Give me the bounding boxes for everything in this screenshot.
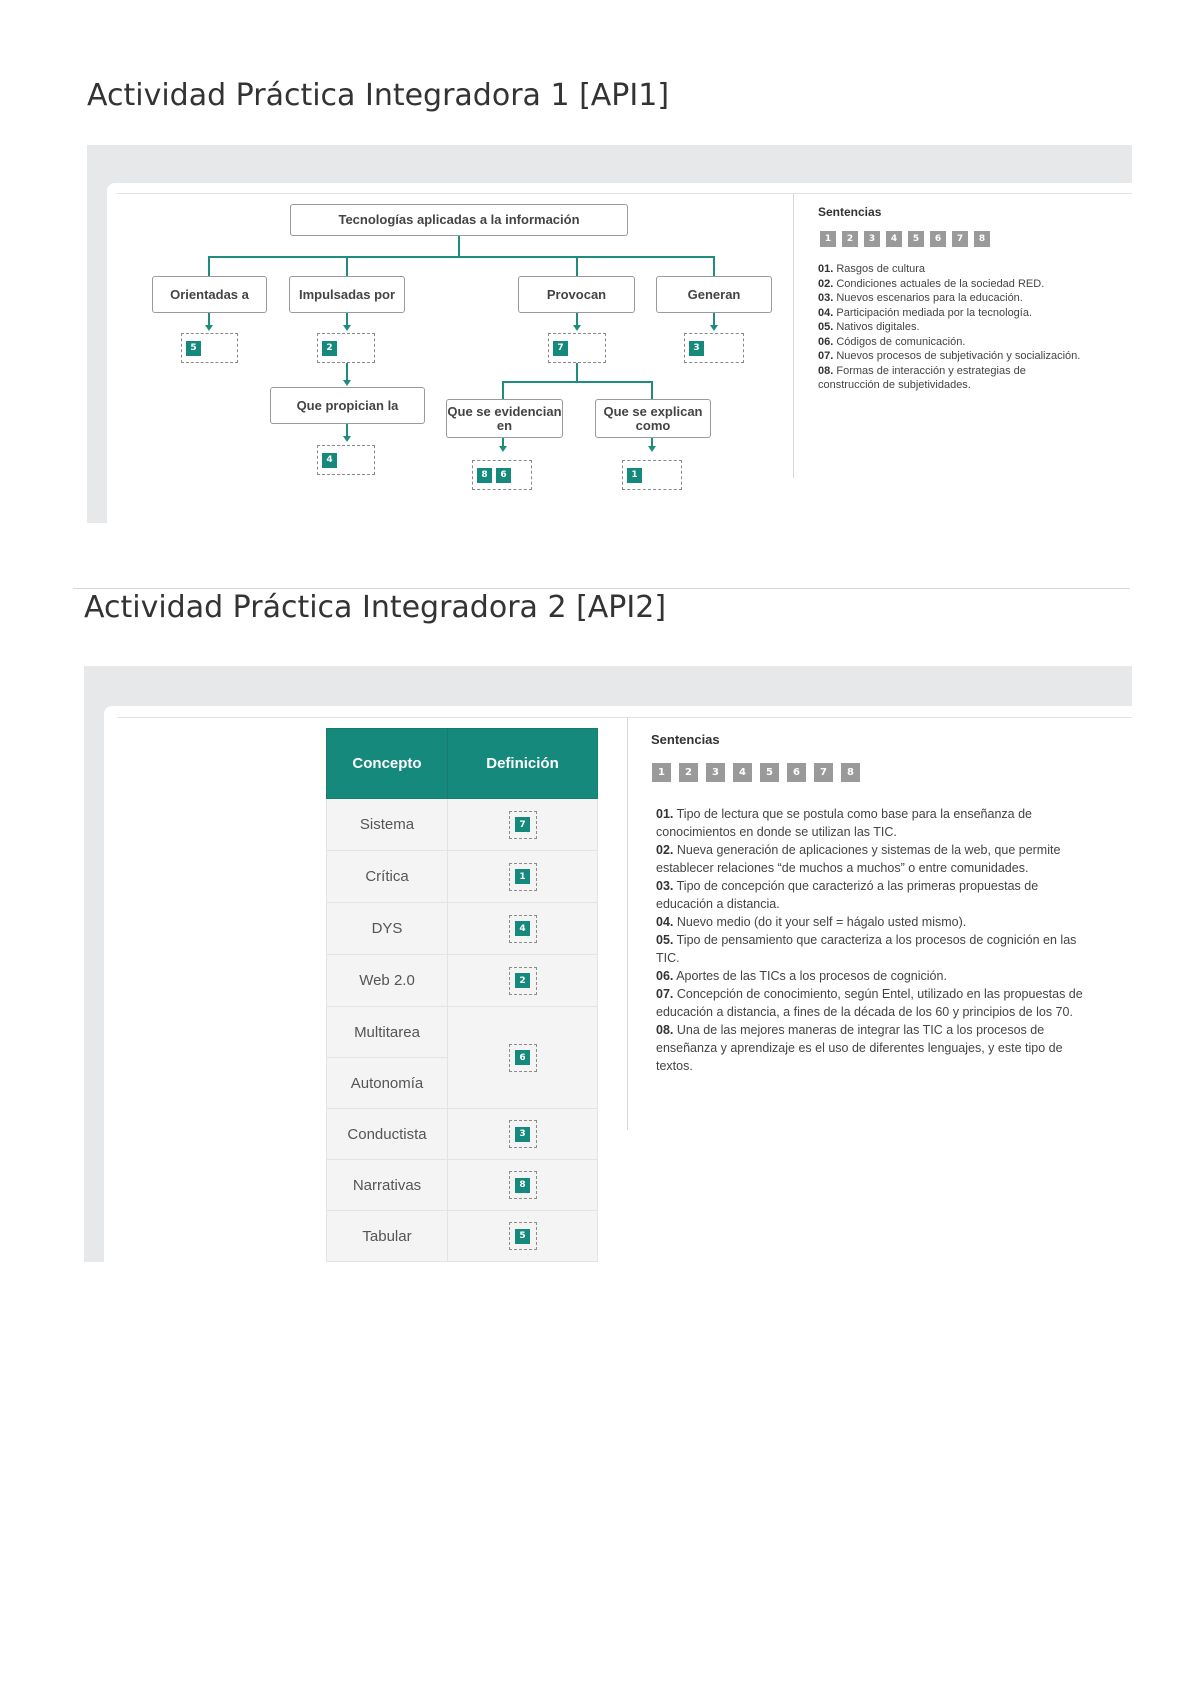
map-node-orientadas: Orientadas a (152, 276, 267, 313)
sentences-title: Sentencias (651, 732, 720, 747)
map-node-generan: Generan (656, 276, 772, 313)
drop-zone-impulsadas[interactable] (317, 333, 375, 363)
concept-cell: Tabular (327, 1211, 448, 1262)
definition-drop-zone[interactable] (509, 1120, 537, 1148)
sentence-chip[interactable]: 6 (787, 763, 806, 782)
sentence-chip[interactable]: 4 (886, 231, 902, 247)
sentence-item: 06. Códigos de comunicación. (818, 335, 966, 348)
answer-chip[interactable]: 7 (515, 817, 530, 832)
sentence-item: 06. Aportes de las TICs a los procesos de cognición. (656, 969, 947, 983)
sentence-chip[interactable]: 1 (652, 763, 671, 782)
answer-chip[interactable]: 2 (515, 973, 530, 988)
definition-drop-zone[interactable] (509, 1171, 537, 1199)
answer-chip[interactable]: 2 (322, 341, 337, 356)
concept-cell: DYS (327, 903, 448, 955)
sentence-item: 01. Tipo de lectura que se postula como base para la enseñanza de conocimientos en donde se utilizan las TIC. (656, 807, 1032, 839)
table-row (327, 1211, 598, 1262)
definition-drop-zone[interactable] (509, 1044, 537, 1072)
definition-drop-zone[interactable] (509, 1222, 537, 1250)
section-divider (73, 588, 1130, 589)
sentences-list (818, 262, 1088, 393)
drop-zone-generan[interactable] (684, 333, 744, 363)
map-node-evidencian: Que se evidencian en (446, 399, 563, 438)
map-root-node: Tecnologías aplicadas a la información (290, 204, 628, 236)
sentence-chip[interactable]: 6 (930, 231, 946, 247)
api2-title: Actividad Práctica Integradora 2 [API2] (84, 590, 667, 625)
table-row (327, 1109, 598, 1160)
sentence-chip[interactable]: 3 (864, 231, 880, 247)
sentence-item: 07. Nuevos procesos de subjetivación y socialización. (818, 350, 1081, 362)
table-row (327, 851, 598, 903)
sentence-chip-bank (652, 763, 868, 782)
concept-table (326, 728, 598, 1262)
sentence-chip[interactable]: 3 (706, 763, 725, 782)
concept-cell: Sistema (327, 799, 448, 851)
definition-drop-zone[interactable] (509, 863, 537, 891)
concept-cell: Narrativas (327, 1160, 448, 1211)
column-header-definicion: Definición (448, 729, 598, 799)
sentence-chip[interactable]: 8 (974, 231, 990, 247)
table-row (327, 955, 598, 1007)
map-node-propician: Que propician la (270, 387, 425, 424)
answer-chip[interactable]: 4 (322, 453, 337, 468)
definition-drop-zone[interactable] (509, 967, 537, 995)
answer-chip[interactable]: 1 (515, 869, 530, 884)
answer-chip[interactable]: 8 (477, 468, 492, 483)
sentence-item: 08. Formas de interacción y estrategias de construcción de subjetividades. (818, 364, 1026, 391)
concept-cell: Multitarea (327, 1007, 448, 1058)
table-row (327, 1160, 598, 1211)
sentence-chip[interactable]: 8 (841, 763, 860, 782)
concept-cell: Autonomía (327, 1058, 448, 1109)
drop-zone-evidencian[interactable] (472, 460, 532, 490)
sentence-item: 03. Nuevos escenarios para la educación. (818, 292, 1023, 304)
answer-chip[interactable]: 3 (689, 341, 704, 356)
sentence-chip[interactable]: 7 (814, 763, 833, 782)
sentence-chip[interactable]: 2 (842, 231, 858, 247)
sentence-chip-bank (820, 231, 996, 247)
sentence-item: 03. Tipo de concepción que caracterizó a las primeras propuestas de educación a distancia. (656, 879, 1039, 911)
answer-chip[interactable]: 7 (553, 341, 568, 356)
answer-chip[interactable]: 6 (515, 1050, 530, 1065)
sentence-item: 07. Concepción de conocimiento, según Entel, utilizado en las propuestas de educación a distancia, a fines de la década de los 60 y principios de los 70. (656, 987, 1083, 1019)
drop-zone-orientadas[interactable] (181, 333, 238, 363)
definition-drop-zone[interactable] (509, 811, 537, 839)
table-row (327, 1007, 598, 1058)
answer-chip[interactable]: 4 (515, 921, 530, 936)
drop-zone-propician[interactable] (317, 445, 375, 475)
sentence-chip[interactable]: 7 (952, 231, 968, 247)
column-header-concepto: Concepto (327, 729, 448, 799)
answer-chip[interactable]: 5 (515, 1229, 530, 1244)
sentence-item: 05. Nativos digitales. (818, 321, 920, 333)
sentence-item: 02. Condiciones actuales de la sociedad RED. (818, 277, 1045, 290)
concept-cell: Web 2.0 (327, 955, 448, 1007)
definition-drop-zone[interactable] (509, 915, 537, 943)
map-node-explican: Que se explican como (595, 399, 711, 438)
drop-zone-provocan[interactable] (548, 333, 606, 363)
sentence-chip[interactable]: 2 (679, 763, 698, 782)
sentence-item: 08. Una de las mejores maneras de integrar las TIC a los procesos de enseñanza y aprendizaje es el uso de diferentes lenguajes, y este tipo de textos. (656, 1023, 1063, 1073)
answer-chip[interactable]: 3 (515, 1127, 530, 1142)
answer-chip[interactable]: 1 (627, 468, 642, 483)
answer-chip[interactable]: 8 (515, 1178, 530, 1193)
sentence-item: 02. Nueva generación de aplicaciones y sistemas de la web, que permite establecer relaciones “de muchos a muchos” o entre comunidades. (656, 843, 1061, 875)
sentences-title: Sentencias (818, 205, 882, 219)
sentence-item: 04. Nuevo medio (do it your self = hágalo usted mismo). (656, 915, 967, 929)
sentence-chip[interactable]: 1 (820, 231, 836, 247)
sentence-item: 01. Rasgos de cultura (818, 263, 926, 275)
drop-zone-explican[interactable] (622, 460, 682, 490)
table-row (327, 903, 598, 955)
sentences-list (656, 805, 1096, 1075)
api1-title: Actividad Práctica Integradora 1 [API1] (87, 78, 670, 113)
sentence-chip[interactable]: 4 (733, 763, 752, 782)
sentence-chip[interactable]: 5 (760, 763, 779, 782)
sentence-chip[interactable]: 5 (908, 231, 924, 247)
concept-cell: Crítica (327, 851, 448, 903)
sentence-item: 05. Tipo de pensamiento que caracteriza a los procesos de cognición en las TIC. (656, 933, 1077, 965)
concept-cell: Conductista (327, 1109, 448, 1160)
table-row (327, 799, 598, 851)
sentence-item: 04. Participación mediada por la tecnología. (818, 306, 1033, 319)
answer-chip[interactable]: 6 (496, 468, 511, 483)
answer-chip[interactable]: 5 (186, 341, 201, 356)
map-node-impulsadas: Impulsadas por (289, 276, 405, 313)
map-node-provocan: Provocan (518, 276, 635, 313)
